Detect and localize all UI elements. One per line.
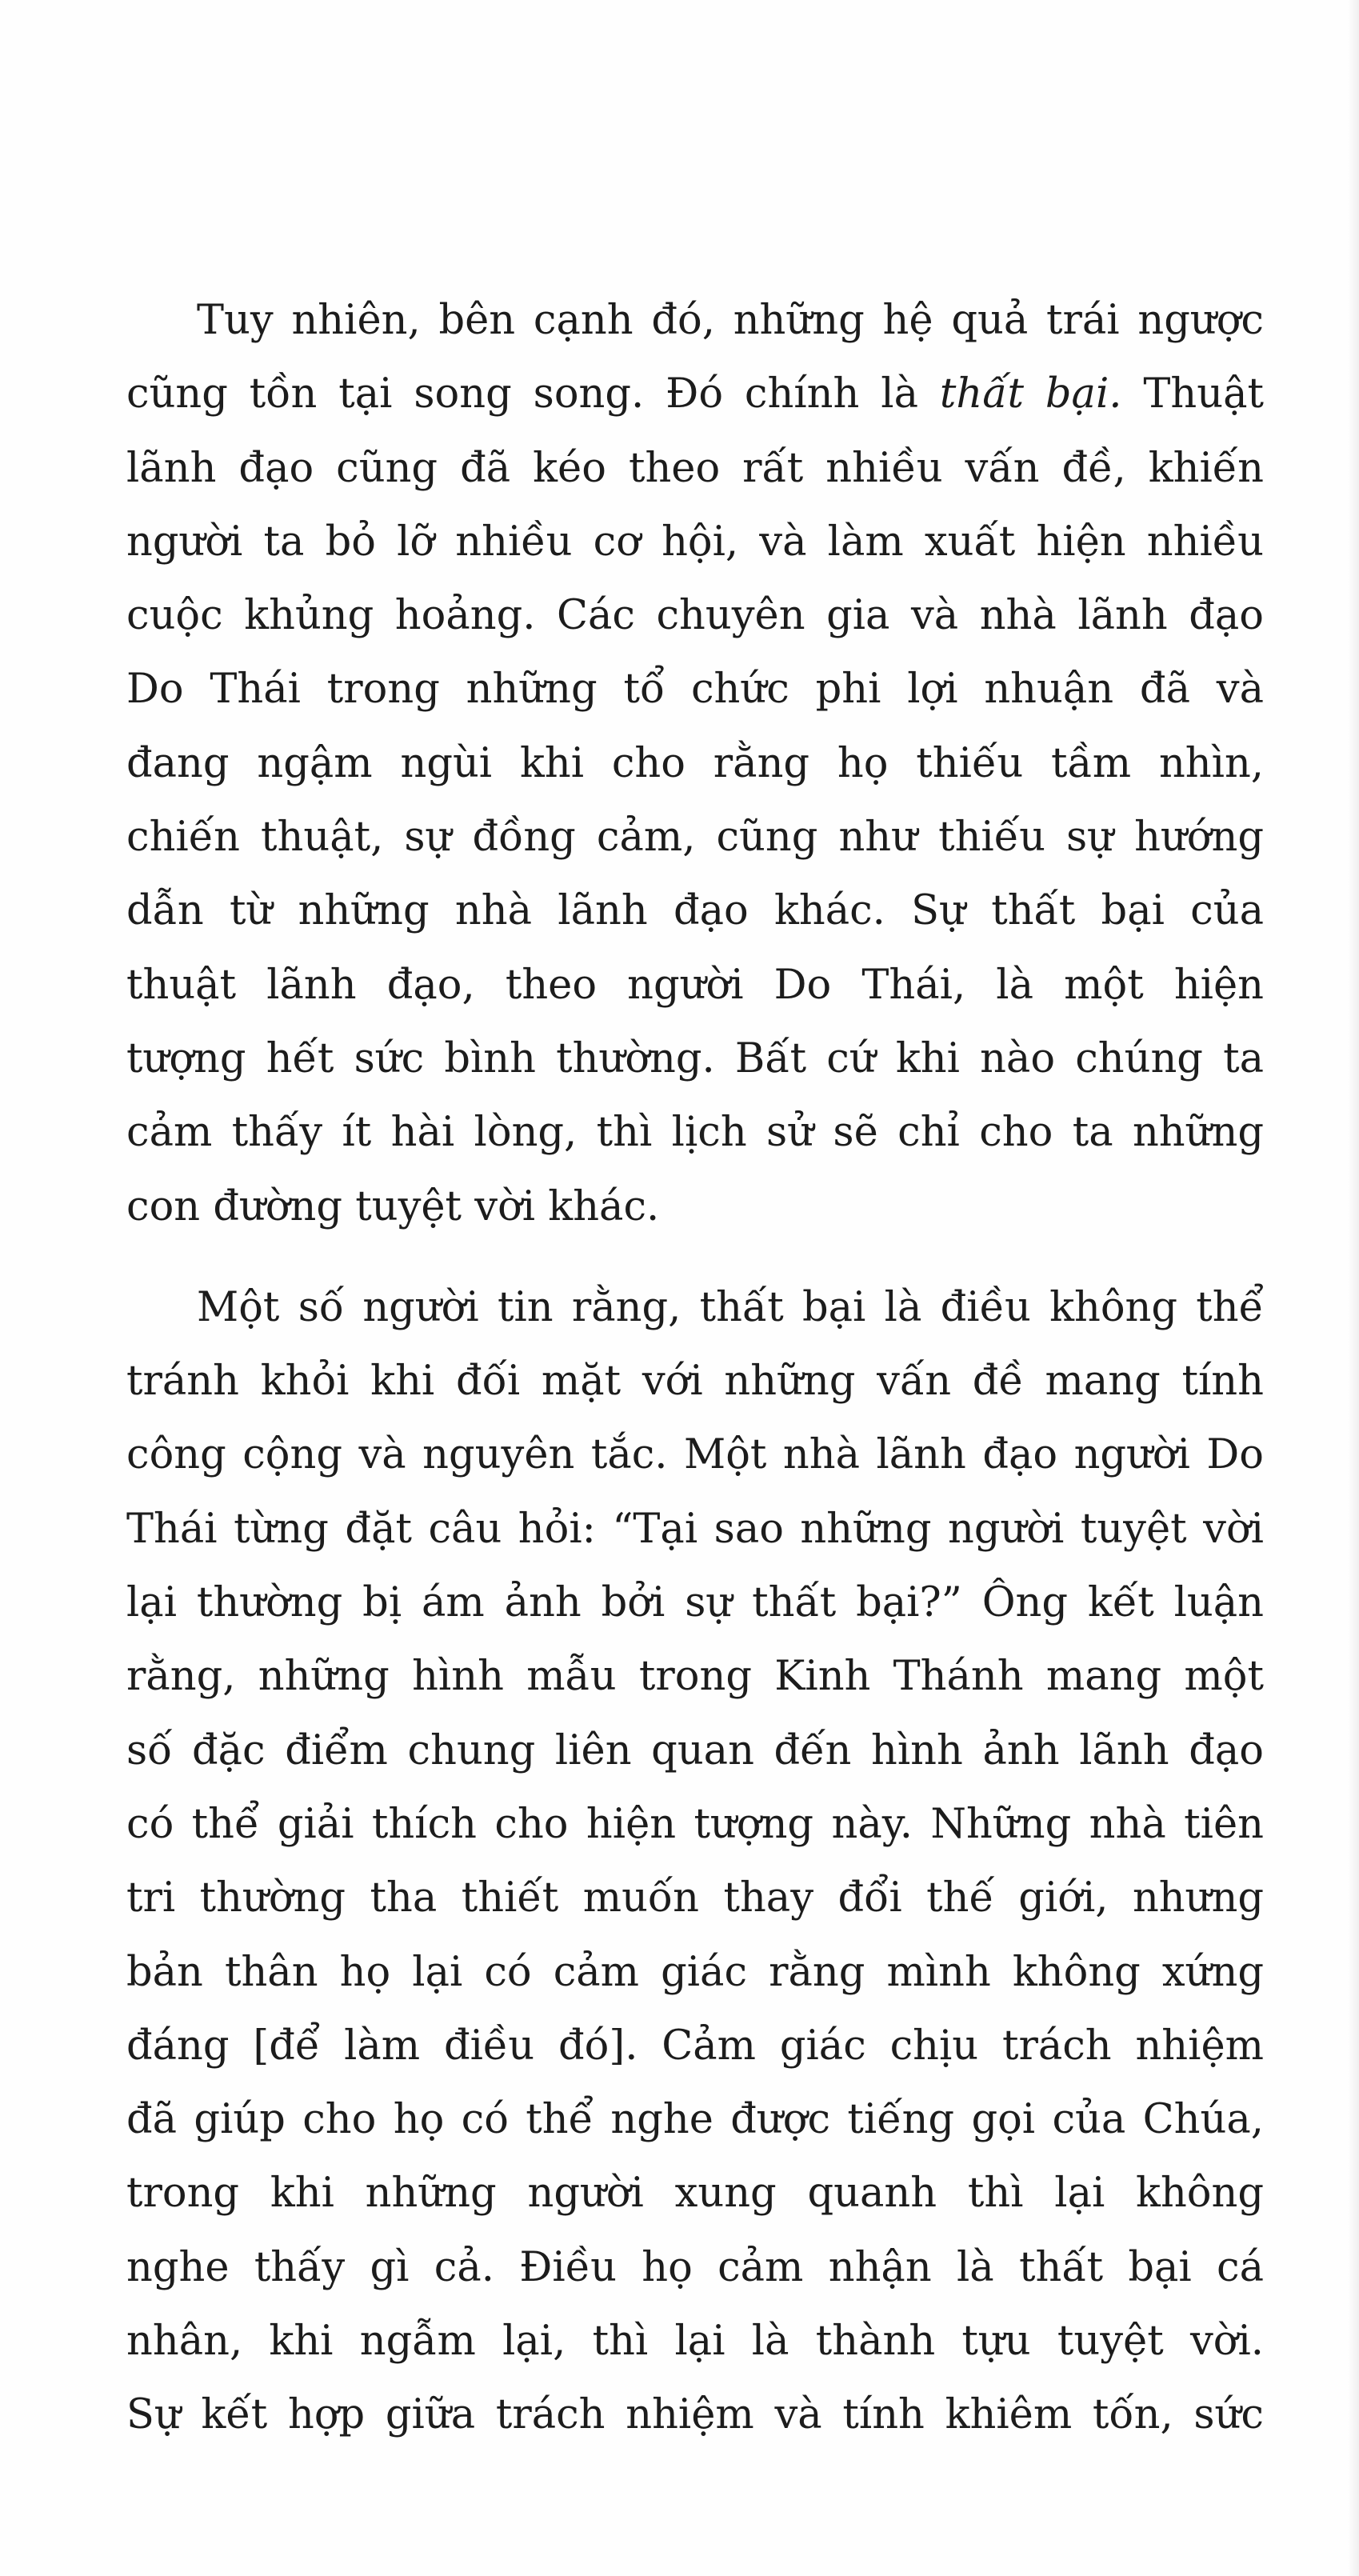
text-line: con đường tuyệt vời khác. <box>126 1182 660 1230</box>
text-line: tượng hết sức bình thường. Bất cứ khi nào chúng ta <box>126 1034 1264 1082</box>
text-line: chiến thuật, sự đồng cảm, cũng như thiếu sự hướng <box>126 814 1264 862</box>
body-text <box>126 284 1264 2453</box>
text-line: lãnh đạo cũng đã kéo theo rất nhiều vấn đề, khiến <box>126 444 1264 492</box>
text-line: Do Thái trong những tổ chức phi lợi nhuận đã và <box>126 666 1264 714</box>
text-line: đáng [để làm điều đó]. Cảm giác chịu trách nhiệm <box>126 2022 1264 2070</box>
text-line: Sự kết hợp giữa trách nhiệm và tính khiêm tốn, sức <box>126 2391 1264 2439</box>
text-line: đã giúp cho họ có thể nghe được tiếng gọi của Chúa, <box>126 2096 1264 2144</box>
text-line: công cộng và nguyên tắc. Một nhà lãnh đạo người Do <box>126 1431 1264 1479</box>
text-segment: cũng tồn tại song song. Đó chính là <box>126 370 940 418</box>
text-line: trong khi những người xung quanh thì lại không <box>126 2170 1264 2218</box>
italic-term: thất bại. <box>939 370 1122 418</box>
text-line: cảm thấy ít hài lòng, thì lịch sử sẽ chỉ cho ta những <box>126 1109 1264 1157</box>
text-line: bản thân họ lại có cảm giác rằng mình không xứng <box>126 1948 1264 1996</box>
text-line: Một số người tin rằng, thất bại là điều không thể <box>197 1283 1264 1331</box>
text-line <box>126 358 1264 431</box>
text-line: lại thường bị ám ảnh bởi sự thất bại?” Ông kết luận <box>126 1579 1264 1627</box>
page-edge-shadow <box>1348 0 1359 2576</box>
paragraph-gap <box>126 1244 1264 1271</box>
text-line: người ta bỏ lỡ nhiều cơ hội, và làm xuất hiện nhiều <box>126 518 1264 566</box>
text-line: có thể giải thích cho hiện tượng này. Những nhà tiên <box>126 1800 1264 1848</box>
text-line: rằng, những hình mẫu trong Kinh Thánh mang một <box>126 1653 1264 1701</box>
text-line: dẫn từ những nhà lãnh đạo khác. Sự thất bại của <box>126 887 1264 935</box>
text-line: tri thường tha thiết muốn thay đổi thế giới, nhưng <box>126 1874 1264 1922</box>
text-line: đang ngậm ngùi khi cho rằng họ thiếu tầm nhìn, <box>126 739 1264 787</box>
text-line: Tuy nhiên, bên cạnh đó, những hệ quả trái ngược <box>197 297 1264 344</box>
text-line: nhân, khi ngẫm lại, thì lại là thành tựu tuyệt vời. <box>126 2318 1264 2366</box>
text-line: số đặc điểm chung liên quan đến hình ảnh lãnh đạo <box>126 1726 1264 1774</box>
text-line: tránh khỏi khi đối mặt với những vấn đề mang tính <box>126 1358 1264 1406</box>
text-line: cuộc khủng hoảng. Các chuyên gia và nhà lãnh đạo <box>126 592 1264 640</box>
text-line: Thái từng đặt câu hỏi: “Tại sao những người tuyệt vời <box>126 1505 1264 1553</box>
text-segment: Thuật <box>1121 370 1264 418</box>
text-line: thuật lãnh đạo, theo người Do Thái, là một hiện <box>126 961 1264 1009</box>
text-line: nghe thấy gì cả. Điều họ cảm nhận là thất bại cá <box>126 2243 1264 2291</box>
